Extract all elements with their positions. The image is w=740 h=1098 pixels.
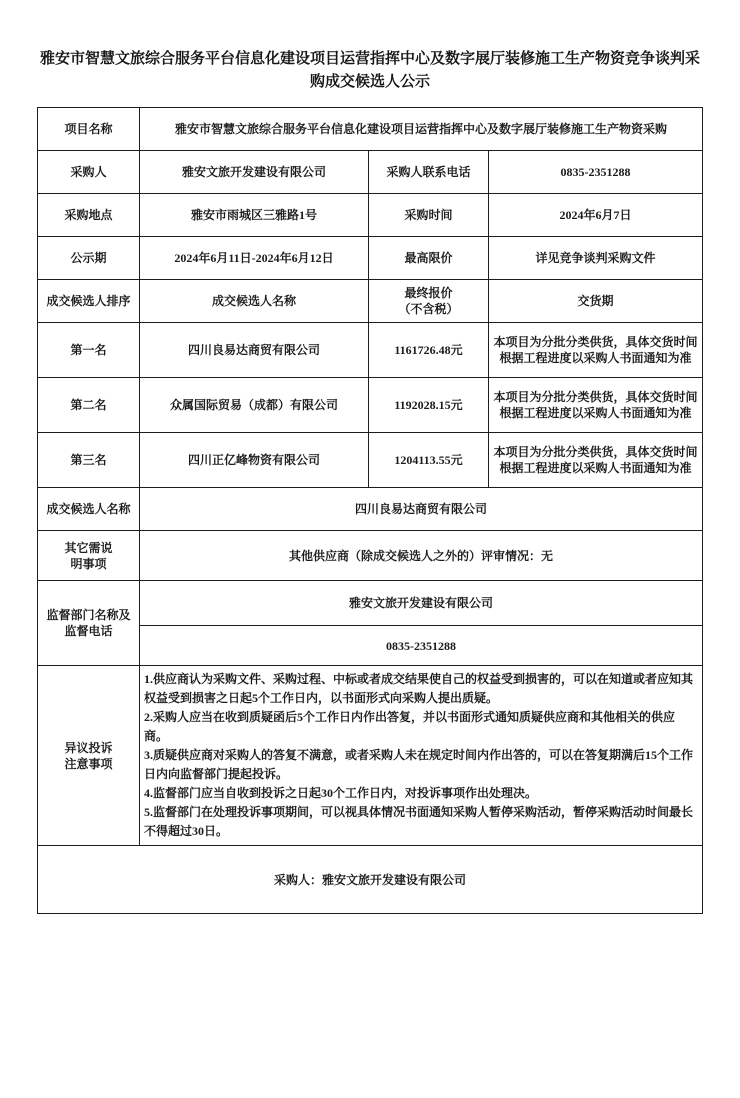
header-rank: 成交候选人排序 <box>37 280 139 323</box>
objection-label <box>37 666 139 846</box>
header-delivery: 交货期 <box>488 280 702 323</box>
candidate-1-delivery: 本项目为分批分类供货，具体交货时间根据工程进度以采购人书面通知为准 <box>488 323 702 378</box>
document-page <box>0 48 740 1098</box>
row-supervision-name <box>37 581 702 626</box>
purchaser-label: 采购人 <box>37 151 139 194</box>
purchaser-value: 雅安文旅开发建设有限公司 <box>139 151 368 194</box>
row-candidates-header <box>37 280 702 323</box>
row-objection <box>37 666 702 846</box>
max-price-value: 详见竞争谈判采购文件 <box>488 237 702 280</box>
candidate-2-name: 众属国际贸易（成都）有限公司 <box>139 378 368 433</box>
candidate-3-name: 四川正亿峰物资有限公司 <box>139 433 368 488</box>
other-notes-value: 其他供应商（除成交候选人之外的）评审情况：无 <box>139 531 702 581</box>
max-price-label: 最高限价 <box>368 237 488 280</box>
purchaser-phone-value: 0835-2351288 <box>488 151 702 194</box>
header-quote <box>368 280 488 323</box>
objection-item-1: 1.供应商认为采购文件、采购过程、中标或者成交结果使自己的权益受到损害的，可以在知道或者应知其权益受到损害之日起5个工作日内，以书面形式向采购人提出质疑。 <box>143 672 693 705</box>
location-label: 采购地点 <box>37 194 139 237</box>
candidate-2-rank: 第二名 <box>37 378 139 433</box>
winner-label: 成交候选人名称 <box>37 488 139 531</box>
supervision-department: 雅安文旅开发建设有限公司 <box>139 581 702 626</box>
supervision-label <box>37 581 139 666</box>
row-project <box>37 108 702 151</box>
page-title: 雅安市智慧文旅综合服务平台信息化建设项目运营指挥中心及数字展厅装修施工生产物资竞争谈判采购成交候选人公示 <box>39 51 700 90</box>
candidate-1-rank: 第一名 <box>37 323 139 378</box>
row-location <box>37 194 702 237</box>
candidate-2-quote: 1192028.15元 <box>368 378 488 433</box>
row-other-notes <box>37 531 702 581</box>
candidate-1-name: 四川良易达商贸有限公司 <box>139 323 368 378</box>
header-quote-line1: 最终报价 <box>404 286 453 300</box>
objection-label-line1: 异议投诉 <box>64 740 113 755</box>
candidate-3-rank: 第三名 <box>37 433 139 488</box>
objection-item-5: 5.监督部门在处理投诉事项期间，可以视具体情况书面通知采购人暂停采购活动，暂停采购活动时间最长不得超过30日。 <box>143 805 693 838</box>
candidate-2-delivery: 本项目为分批分类供货，具体交货时间根据工程进度以采购人书面通知为准 <box>488 378 702 433</box>
candidate-1-quote: 1161726.48元 <box>368 323 488 378</box>
footer-purchaser: 采购人：雅安文旅开发建设有限公司 <box>37 846 702 914</box>
winner-value: 四川良易达商贸有限公司 <box>139 488 702 531</box>
row-publicity <box>37 237 702 280</box>
header-name: 成交候选人名称 <box>139 280 368 323</box>
objection-item-4: 4.监督部门应当自收到投诉之日起30个工作日内，对投诉事项作出处理决。 <box>143 786 537 800</box>
project-value: 雅安市智慧文旅综合服务平台信息化建设项目运营指挥中心及数字展厅装修施工生产物资采购 <box>139 108 702 151</box>
objection-label-line2: 注意事项 <box>64 756 113 771</box>
candidate-row-1 <box>37 323 702 378</box>
candidate-row-2 <box>37 378 702 433</box>
location-value: 雅安市雨城区三雅路1号 <box>139 194 368 237</box>
publicity-label: 公示期 <box>37 237 139 280</box>
objection-item-2: 2.采购人应当在收到质疑函后5个工作日内作出答复，并以书面形式通知质疑供应商和其他相关的供应商。 <box>143 710 675 743</box>
candidate-3-quote: 1204113.55元 <box>368 433 488 488</box>
other-notes-label-line2: 明事项 <box>70 556 107 571</box>
header-quote-line2: （不含税） <box>398 302 459 316</box>
announcement-table <box>37 107 703 914</box>
other-notes-label-line1: 其它需说 <box>64 540 113 555</box>
row-purchaser <box>37 151 702 194</box>
purchaser-phone-label: 采购人联系电话 <box>368 151 488 194</box>
publicity-value: 2024年6月11日-2024年6月12日 <box>139 237 368 280</box>
supervision-phone: 0835-2351288 <box>139 626 702 666</box>
objection-notice <box>139 666 702 846</box>
time-value: 2024年6月7日 <box>488 194 702 237</box>
other-notes-label <box>37 531 139 581</box>
supervision-label-line2: 监督电话 <box>64 624 113 638</box>
row-footer <box>37 846 702 914</box>
row-winner <box>37 488 702 531</box>
candidate-row-3 <box>37 433 702 488</box>
supervision-label-line1: 监督部门名称及 <box>46 608 131 622</box>
time-label: 采购时间 <box>368 194 488 237</box>
objection-item-3: 3.质疑供应商对采购人的答复不满意，或者采购人未在规定时间内作出答的，可以在答复期满后15个工作日内向监督部门提起投诉。 <box>143 748 693 781</box>
candidate-3-delivery: 本项目为分批分类供货，具体交货时间根据工程进度以采购人书面通知为准 <box>488 433 702 488</box>
project-label: 项目名称 <box>37 108 139 151</box>
